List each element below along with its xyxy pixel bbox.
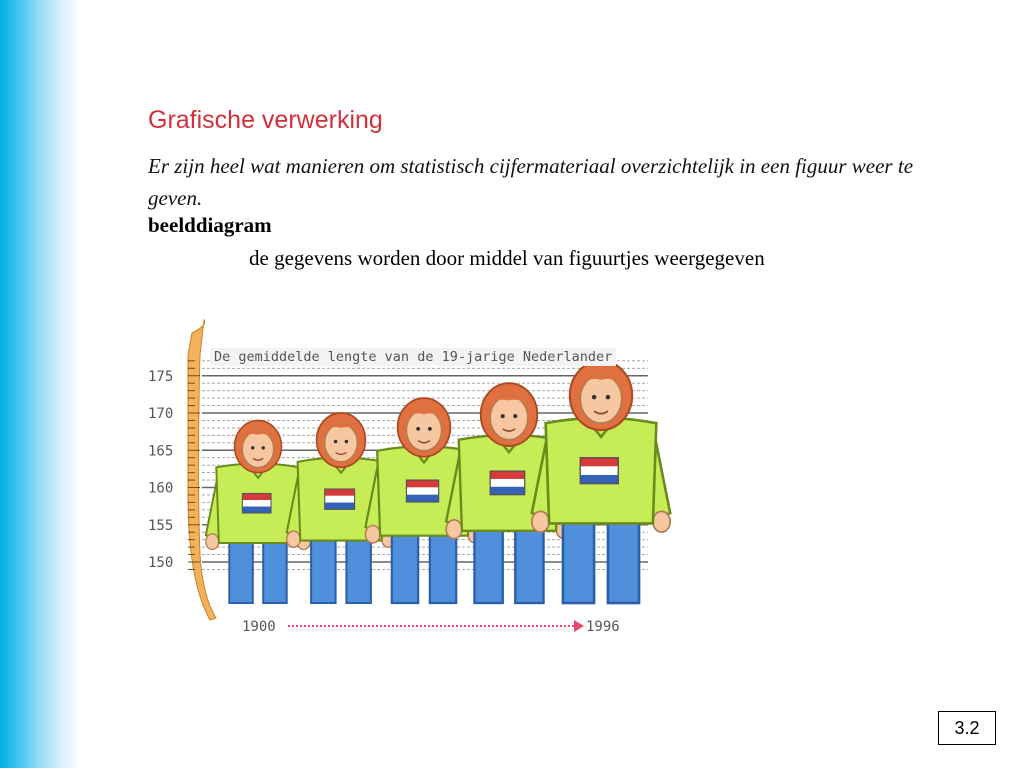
person-face [406, 410, 441, 451]
person-hand [206, 534, 219, 550]
person-leg [474, 521, 502, 603]
term-heading: beelddiagram [148, 213, 272, 237]
slide-number: 3.2 [938, 711, 996, 745]
flag-white [490, 479, 525, 487]
y-tick-label: 175 [148, 368, 174, 385]
person-leg [392, 527, 418, 603]
flag-red [325, 489, 355, 496]
x-start-label: 1900 [242, 619, 276, 635]
intro-text: Er zijn heel wat manieren om statistisch cijfermateriaal overzichtelijk in een figuur weer te geven. [148, 154, 914, 210]
flag-blue [406, 495, 438, 502]
y-tick-label: 170 [148, 406, 174, 422]
flag-blue [325, 503, 355, 510]
person-eye [513, 414, 517, 418]
decorative-side-bar [0, 0, 80, 768]
flag-red [242, 493, 271, 500]
flag-red [406, 480, 438, 487]
person-face [325, 424, 358, 462]
flag-blue [580, 475, 618, 484]
person-eye [334, 440, 338, 444]
person-hand [287, 531, 301, 547]
person-hand [653, 511, 670, 532]
flag-white [325, 496, 355, 503]
person-face [580, 375, 622, 423]
flag-blue [490, 487, 525, 495]
flag-red [580, 458, 618, 467]
slide-title: Grafische verwerking [148, 106, 383, 134]
flag-blue [242, 507, 271, 514]
person-leg [263, 535, 286, 603]
person-eye [251, 446, 254, 449]
person-hand [532, 511, 549, 532]
person-face [490, 396, 528, 440]
person-leg [515, 521, 543, 603]
person-leg [311, 532, 335, 603]
person-eye [428, 427, 432, 431]
person-eye [416, 427, 420, 431]
person-eye [262, 446, 265, 449]
person-hand [365, 525, 380, 543]
person-eye [501, 414, 505, 418]
person-leg [563, 513, 594, 603]
person-eye [345, 440, 349, 444]
flag-white [242, 500, 271, 507]
x-end-label: 1996 [586, 619, 620, 635]
term-definition: de gegevens worden door middel van figuurtjes weergegeven [249, 246, 765, 270]
y-tick-label: 155 [148, 517, 174, 534]
person-leg [346, 532, 370, 603]
person-leg [229, 535, 252, 603]
person-eye [592, 395, 596, 399]
flag-red [490, 471, 525, 479]
y-tick-label: 150 [148, 555, 174, 571]
y-tick-label: 165 [148, 443, 174, 460]
flag-white [406, 487, 438, 494]
person-leg [608, 513, 639, 603]
person-hand [446, 520, 462, 539]
chart-title: De gemiddelde lengte van de 19-jarige Nederlander [210, 348, 616, 366]
person-eye [606, 395, 610, 399]
y-tick-label: 160 [148, 480, 174, 497]
flag-white [580, 466, 618, 475]
person-face [242, 431, 273, 468]
time-arrow-head [574, 620, 584, 632]
